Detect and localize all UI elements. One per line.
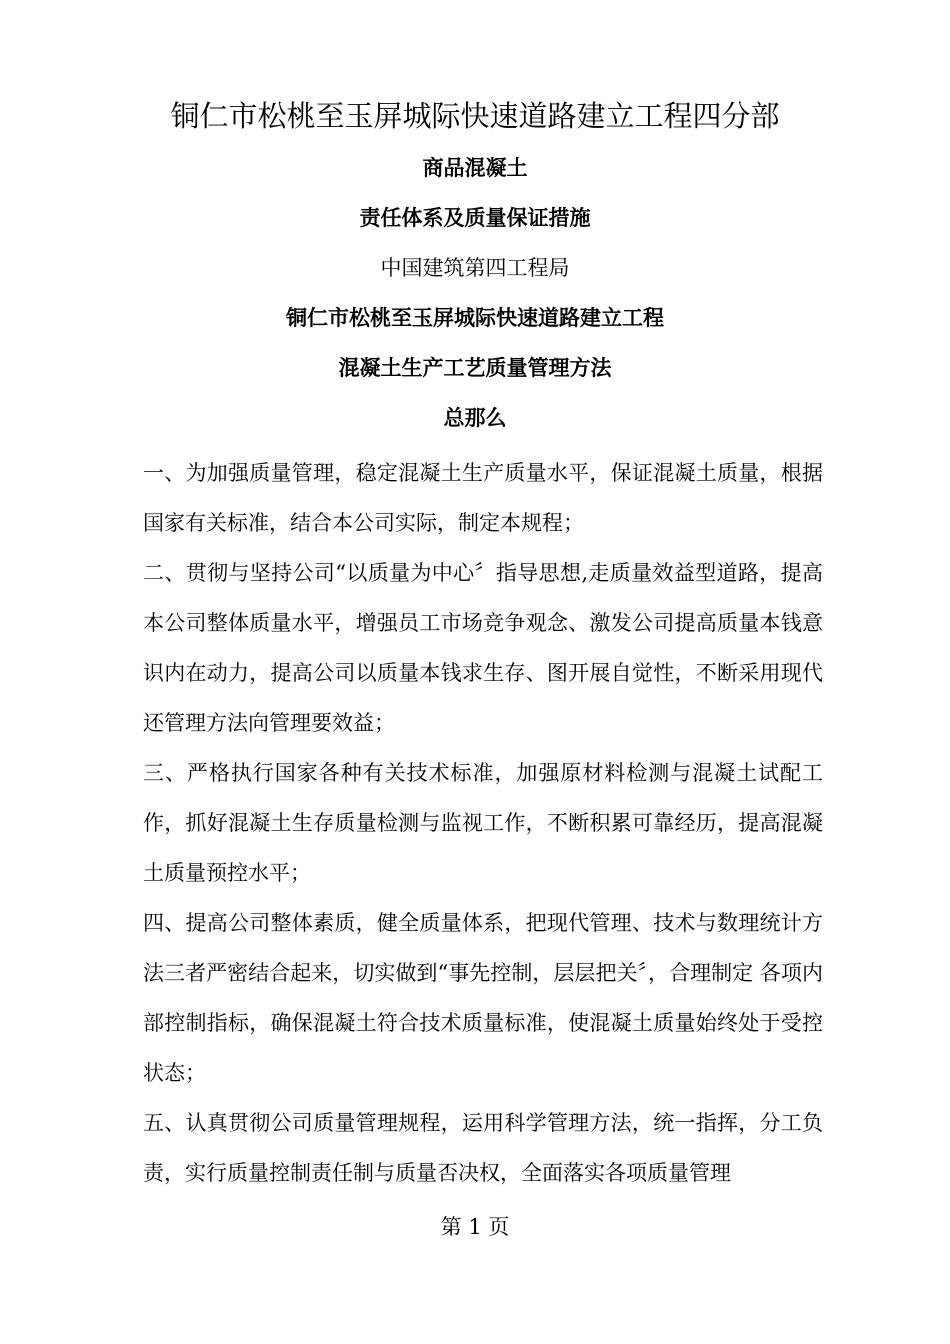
page-number: 第 1 页: [440, 1215, 510, 1239]
paragraph-2: 二、贯彻与坚持公司“以质量为中心〞指导思想,走质量效益型道路，提高本公司整体质量水平，增强员工市场竞争观念、激发公司提高质量本钱意识内在动力，提高公司以质量本钱求生存、图开展自觉性，不断采用现代还管理方法向管理要效益；: [143, 561, 823, 735]
paragraph-5: 五、认真贯彻公司质量管理规程，运用科学管理方法，统一指挥，分工负责，实行质量控制责任制与质量否决权，全面落实各项质量管理: [143, 1111, 823, 1185]
paragraph-1: 一、为加强质量管理，稳定混凝土生产质量水平，保证混凝土质量，根据国家有关标准，结合本公司实际，制定本规程；: [143, 461, 823, 535]
section-title: 总那么: [443, 405, 507, 430]
method-title: 混凝土生产工艺质量管理方法: [338, 355, 612, 380]
subtitle-responsibility-system: 责任体系及质量保证措施: [359, 205, 591, 230]
paragraph-3: 三、严格执行国家各种有关技术标准，加强原材料检测与混凝土试配工作，抓好混凝土生存质量检测与监视工作，不断积累可靠经历，提高混凝土质量预控水平；: [143, 761, 823, 885]
body-text: [143, 448, 823, 1198]
main-title: 铜仁市松桃至玉屏城际快速道路建立工程四分部: [170, 99, 780, 133]
subtitle-commercial-concrete: 商品混凝土: [422, 155, 528, 180]
organization-name: 中国建筑第四工程局: [380, 256, 570, 280]
paragraph-4: 四、提高公司整体素质，健全质量体系，把现代管理、技术与数理统计方法三者严密结合起来，切实做到“事先控制，层层把关〞，合理制定 各项内部控制指标，确保混凝土符合技术质量标准，使混凝土质量始终处于受控状态；: [143, 911, 823, 1085]
project-title: 铜仁市松桃至玉屏城际快速道路建立工程: [286, 305, 664, 330]
